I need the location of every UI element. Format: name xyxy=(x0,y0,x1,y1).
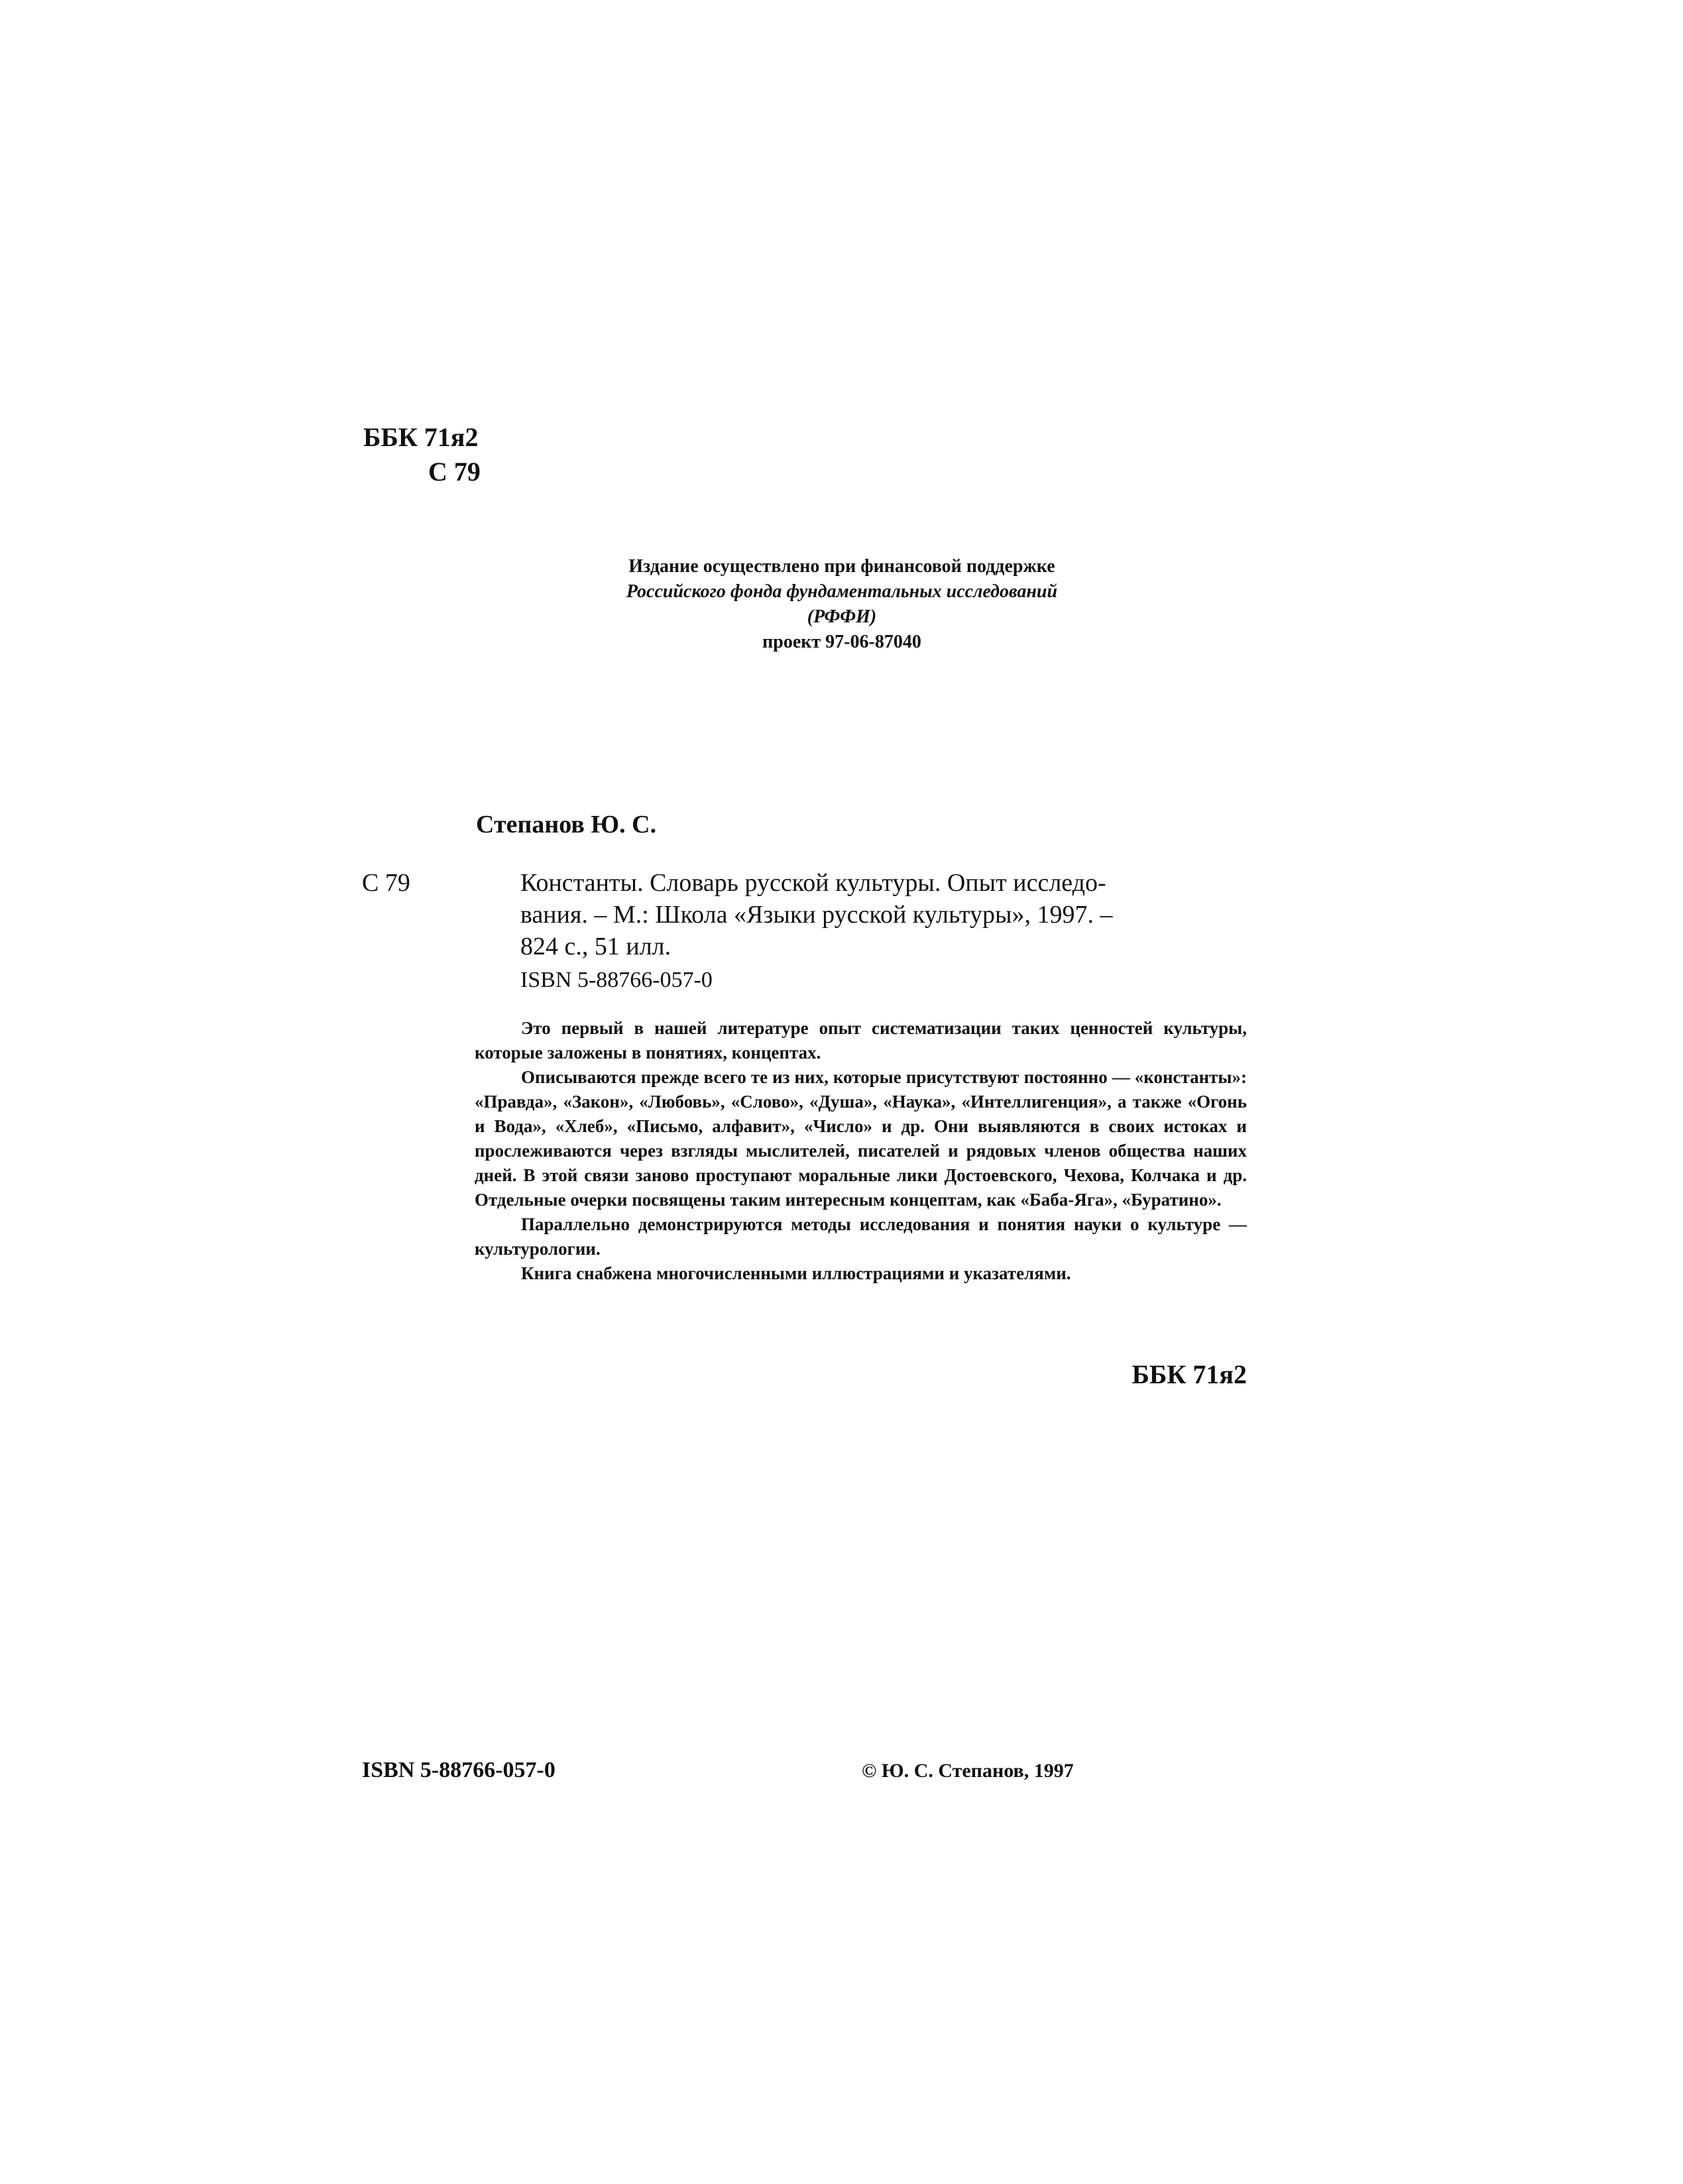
abstract-paragraph-4: Книга снабжена многочисленными иллюстрациями и указателями. xyxy=(521,1263,1071,1283)
bbk-classification-bottom: ББК 71я2 xyxy=(1132,1359,1247,1389)
bbk-code: ББК 71я2 xyxy=(363,422,479,452)
title-line-2: вания. – М.: Школа «Языки русской культуры», 1997. – xyxy=(520,901,1113,929)
abstract-paragraph-3: Параллельно демонстрируются методы исследования и понятия науки о культуре — культурологии. xyxy=(475,1214,1247,1259)
title-line-3: 824 с., 51 илл. xyxy=(520,933,671,960)
funding-line-3: (РФФИ) xyxy=(807,606,877,627)
abstract-paragraph-1: Это первый в нашей литературе опыт систематизации таких ценностей культуры, которые заложены в понятиях, концептах. xyxy=(475,1018,1247,1063)
copyright-notice: © Ю. С. Степанов, 1997 xyxy=(862,1760,1074,1782)
abstract xyxy=(475,1016,1247,1286)
footer-isbn: ISBN 5-88766-057-0 xyxy=(362,1758,555,1782)
funding-line-1: Издание осуществлено при финансовой поддержке xyxy=(628,556,1055,577)
isbn-inline: ISBN 5-88766-057-0 xyxy=(520,968,713,992)
bibliographic-title xyxy=(520,867,1247,962)
abstract-paragraph-2: Описываются прежде всего те из них, которые присутствуют постоянно — «константы»: «Правда», «Закон», «Любовь», «Слово», «Душа», «Наука», «Интеллигенция», а также «Огонь и Вода», «Хлеб», «Письмо, алфавит», «Число» и др. Они выявляются в своих истоках и прослеживаются через взгляды мыслителей, писателей и рядовых членов общества наших дней. В этой связи заново проступают моральные лики Достоевского, Чехова, Колчака и др. Отдельные очерки посвящены таким интересным концептам, как «Баба-Яга», «Буратино». xyxy=(475,1067,1247,1210)
funding-project: проект 97-06-87040 xyxy=(762,632,921,652)
title-line-1: Константы. Словарь русской культуры. Опыт исследо- xyxy=(520,869,1106,897)
bbk-classification-top xyxy=(363,420,481,489)
funding-notice xyxy=(557,554,1127,655)
funding-line-2: Российского фонда фундаментальных исследований xyxy=(626,581,1058,602)
catalog-index: С 79 xyxy=(362,869,410,897)
author-name: Степанов Ю. С. xyxy=(476,811,657,838)
author-mark: С 79 xyxy=(428,457,481,487)
